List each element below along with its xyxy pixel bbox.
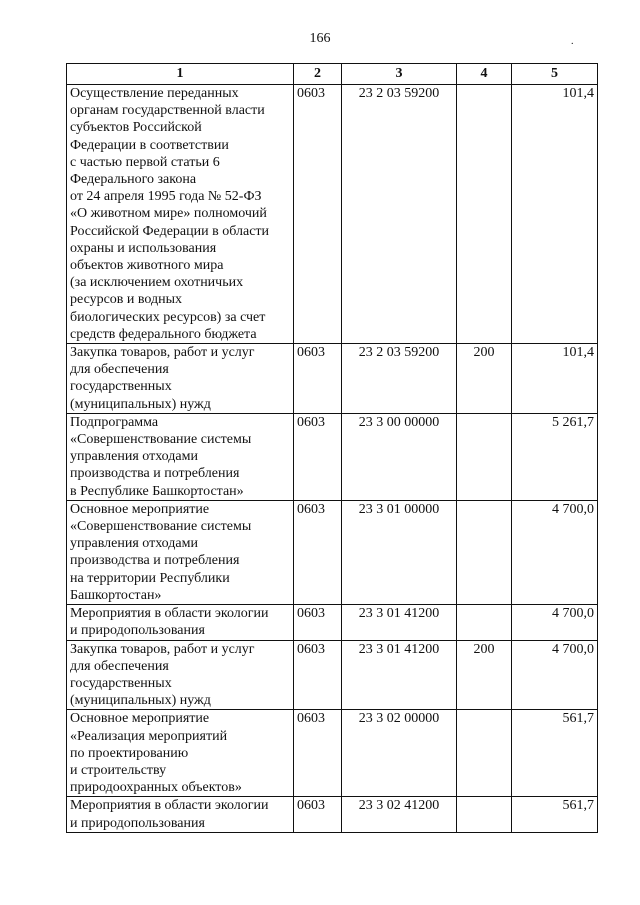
row-target-code: 23 3 02 00000 <box>342 710 457 797</box>
row-name: Закупка товаров, работ и услуг для обеспечения государственных (муниципальных) нужд <box>67 640 294 710</box>
row-section: 0603 <box>294 85 342 344</box>
row-target-code: 23 3 02 41200 <box>342 797 457 832</box>
row-amount: 4 700,0 <box>512 640 598 710</box>
row-target-code: 23 3 01 00000 <box>342 500 457 604</box>
table-row <box>67 710 598 797</box>
table-row <box>67 797 598 832</box>
table-row <box>67 640 598 710</box>
row-name: Мероприятия в области экологии и природопользования <box>67 797 294 832</box>
column-header-3: 3 <box>342 64 457 85</box>
header-row <box>67 64 598 85</box>
row-target-code: 23 3 01 41200 <box>342 640 457 710</box>
table-row <box>67 85 598 344</box>
row-amount: 101,4 <box>512 344 598 414</box>
table-row <box>67 500 598 604</box>
row-section: 0603 <box>294 344 342 414</box>
row-amount: 4 700,0 <box>512 500 598 604</box>
row-name: Мероприятия в области экологии и природопользования <box>67 605 294 640</box>
row-target-code: 23 3 01 41200 <box>342 605 457 640</box>
row-name: Закупка товаров, работ и услуг для обеспечения государственных (муниципальных) нужд <box>67 344 294 414</box>
row-section: 0603 <box>294 500 342 604</box>
row-target-code: 23 3 00 00000 <box>342 413 457 500</box>
row-amount: 561,7 <box>512 710 598 797</box>
row-name: Основное мероприятие «Совершенствование системы управления отходами производства и потребления на территории Республики Башкортостан» <box>67 500 294 604</box>
row-expense-type <box>457 413 512 500</box>
row-expense-type <box>457 710 512 797</box>
row-section: 0603 <box>294 605 342 640</box>
row-expense-type: 200 <box>457 344 512 414</box>
row-expense-type <box>457 797 512 832</box>
row-target-code: 23 2 03 59200 <box>342 344 457 414</box>
row-section: 0603 <box>294 413 342 500</box>
row-amount: 5 261,7 <box>512 413 598 500</box>
row-name: Подпрограмма «Совершенствование системы управления отходами производства и потребления в Республике Башкортостан» <box>67 413 294 500</box>
column-header-2: 2 <box>294 64 342 85</box>
column-header-4: 4 <box>457 64 512 85</box>
budget-table <box>66 63 598 833</box>
row-amount: 101,4 <box>512 85 598 344</box>
row-expense-type <box>457 605 512 640</box>
table-body <box>67 85 598 833</box>
row-name: Осуществление переданных органам государственной власти субъектов Российской Федерации в соответствии с частью первой статьи 6 Федерального закона от 24 апреля 1995 года № 52-ФЗ «О животном мире» полномочий Российской Федерации в области охраны и использования объектов животного мира (за исключением охотничьих ресурсов и водных биологических ресурсов) за счет средств федерального бюджета <box>67 85 294 344</box>
table-row <box>67 344 598 414</box>
row-expense-type: 200 <box>457 640 512 710</box>
page-number: 166 <box>309 31 331 46</box>
row-section: 0603 <box>294 710 342 797</box>
row-amount: 4 700,0 <box>512 605 598 640</box>
column-header-5: 5 <box>512 64 598 85</box>
table-row <box>67 413 598 500</box>
row-target-code: 23 2 03 59200 <box>342 85 457 344</box>
table-row <box>67 605 598 640</box>
column-header-1: 1 <box>67 64 294 85</box>
row-section: 0603 <box>294 797 342 832</box>
page-mark: . <box>571 36 574 47</box>
row-expense-type <box>457 500 512 604</box>
row-expense-type <box>457 85 512 344</box>
row-amount: 561,7 <box>512 797 598 832</box>
row-name: Основное мероприятие «Реализация мероприятий по проектированию и строительству природоохранных объектов» <box>67 710 294 797</box>
row-section: 0603 <box>294 640 342 710</box>
